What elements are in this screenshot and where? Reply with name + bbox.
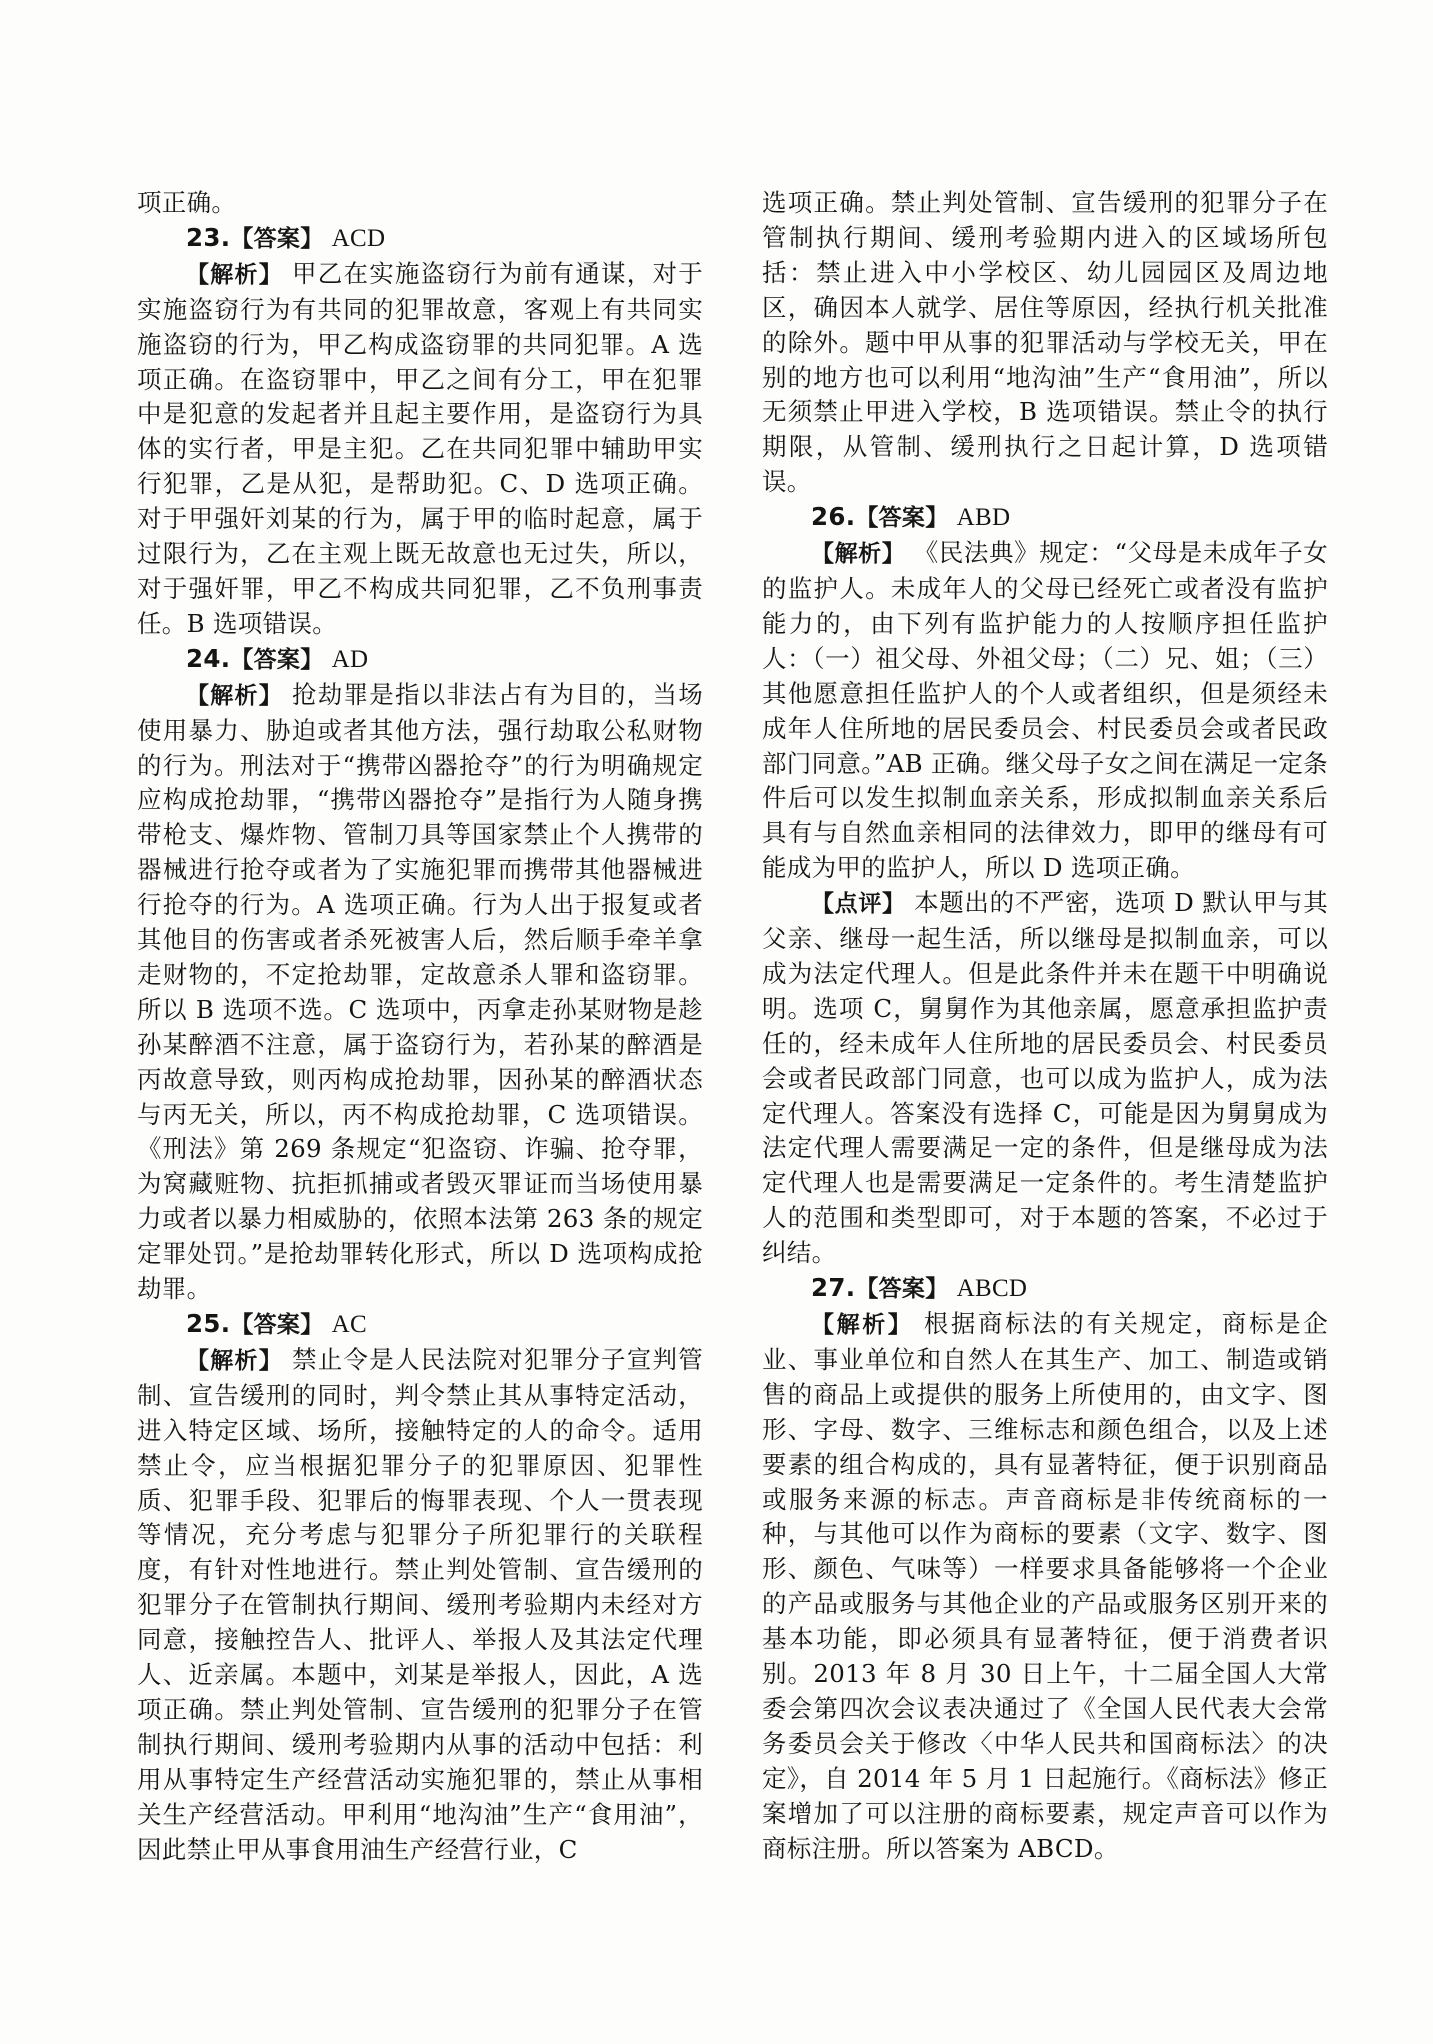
question-number: 26. [811,502,856,532]
paragraph-continuation: 选项正确。禁止判处管制、宣告缓刑的犯罪分子在管制执行期间、缓刑考验期内进入的区域场所包括：禁止进入中小学校区、幼儿园园区及周边地区，确因本人就学、居住等原因，经执行机关批准的除外。题中甲从事的犯罪活动与学校无关，甲在别的地方也可以利用“地沟油”生产“食用油”，所以无须禁止甲进入学校，B 选项错误。禁止令的执行期限，从管制、缓刑执行之日起计算，D 选项错误。 [762,188,1328,497]
question-number: 24. [186,643,231,673]
analysis-25 [137,1343,703,1868]
analysis-text: 抢劫罪是指以非法占有为目的，当场使用暴力、胁迫或者其他方法，强行劫取公私财物的行为。刑法对于“携带凶器抢夺”的行为明确规定应构成抢劫罪，“携带凶器抢夺”是指行为人随身携带枪支、爆炸物、管制刀具等国家禁止个人携带的器械进行抢夺或者为了实施犯罪而携带其他器械进行抢夺的行为。A 选项正确。行为人出于报复或者其他目的伤害或者杀死被害人后，然后顺手牵羊拿走财物的，不定抢劫罪，定故意杀人罪和盗窃罪。所以 B 选项不选。C 选项中，丙拿走孙某财物是趁孙某醉酒不注意，属于盗窃行为，若孙某的醉酒是丙故意导致，则丙构成抢劫罪，因孙某的醉酒状态与丙无关，所以，丙不构成抢劫罪，C 选项错误。《刑法》第 269 条规定“犯盗窃、诈骗、抢夺罪，为窝藏赃物、抗拒抓捕或者毁灭罪证而当场使用暴力或者以暴力相威胁的，依照本法第 263 条的规定定罪处罚。”是抢劫罪转化形式，所以 D 选项构成抢劫罪。 [137,679,703,1304]
answer-value: AD [331,645,369,673]
answer-value: AC [331,1311,367,1338]
analysis-27 [762,1307,1328,1867]
question-number: 23. [186,222,231,252]
analysis-text: 根据商标法的有关规定，商标是企业、事业单位和自然人在其生产、加工、制造或销售的商品上或提供的服务上所使用的，由文字、图形、字母、数字、三维标志和颜色组合，以及上述要素的组合构成的，具有显著特征，便于识别商品或服务来源的标志。声音商标是非传统商标的一种，与其他可以作为商标的要素（文字、数字、图形、颜色、气味等）一样要求具备能够将一个企业的产品或服务与其他企业的产品或服务区别开来的基本功能，即必须具有显著特征，便于消费者识别。2013 年 8 月 30 日上午，十二届全国人大常委会第四次会议表决通过了《全国人民代表大会常务委员会关于修改〈中华人民共和国商标法〉的决定》，自 2014 年 5 月 1 日起施行。《商标法》修正案增加了可以注册的商标要素，规定声音可以作为商标注册。所以答案为 ABCD。 [762,1309,1328,1863]
analysis-tag: 【解析】 [811,1312,914,1338]
answer-tag: 【答案】 [230,225,324,252]
analysis-24 [137,678,703,1307]
analysis-text: 甲乙在实施盗窃行为前有通谋，对于实施盗窃行为有共同的犯罪故意，客观上有共同实施盗窃的行为，甲乙构成盗窃罪的共同犯罪。A 选项正确。在盗窃罪中，甲乙之间有分工，甲在犯罪中是犯意的发起者并且起主要作用，是盗窃行为具体的实行者，甲是主犯。乙在共同犯罪中辅助甲实行犯罪，乙是从犯，是帮助犯。C、D 选项正确。对于甲强奸刘某的行为，属于甲的临时起意，属于过限行为，乙在主观上既无故意也无过失，所以，对于强奸罪，甲乙不构成共同犯罪，乙不负刑事责任。B 选项错误。 [137,258,703,638]
answer-line-27 [762,1271,1328,1307]
right-column [762,186,1328,1867]
question-number: 25. [186,1309,231,1338]
analysis-text: 禁止令是人民法院对犯罪分子宣判管制、宣告缓刑的同时，判令禁止其从事特定活动，进入特定区域、场所，接触特定的人的命令。适用禁止令，应当根据犯罪分子的犯罪原因、犯罪性质、犯罪手段、犯罪后的悔罪表现、个人一贯表现等情况，充分考虑与犯罪分子所犯罪行的关联程度，有针对性地进行。禁止判处管制、宣告缓刑的犯罪分子在管制执行期间、缓刑考验期内未经对方同意，接触控告人、批评人、举报人及其法定代理人、近亲属。本题中，刘某是举报人，因此，A 选项正确。禁止判处管制、宣告缓刑的犯罪分子在管制执行期间、缓刑考验期内从事的活动中包括：利用从事特定生产经营活动实施犯罪的，禁止从事相关生产经营活动。甲利用“地沟油”生产“食用油”，因此禁止甲从事食用油生产经营行业，C [137,1344,703,1864]
question-number: 27. [811,1273,856,1303]
answer-line-26 [762,500,1328,536]
answer-value: ABD [956,504,1011,532]
analysis-tag: 【解析】 [186,682,283,709]
answer-value: ABCD [956,1275,1028,1303]
left-column [137,186,703,1868]
answer-line-25 [137,1307,703,1343]
analysis-tag: 【解析】 [186,261,283,288]
comment-26 [762,886,1328,1271]
paragraph-continuation: 项正确。 [137,188,237,217]
answer-tag: 【答案】 [230,646,324,673]
answer-value: ACD [331,224,386,252]
analysis-text: 《民法典》规定：“父母是未成年子女的监护人。未成年人的父母已经死亡或者没有监护能力的，由下列有监护能力的人按顺序担任监护人：（一）祖父母、外祖父母；（二）兄、姐；（三）其他愿意担任监护人的个人或者组织，但是须经未成年人住所地的居民委员会、村民委员会或者民政部门同意。”AB 正确。继父母子女之间在满足一定条件后可以发生拟制血亲关系，形成拟制血亲关系后具有与自然血亲相同的法律效力，即甲的继母有可能成为甲的监护人，所以 D 选项正确。 [762,538,1329,883]
answer-line-23 [137,221,703,257]
analysis-23 [137,257,703,642]
answer-tag: 【答案】 [855,1276,949,1303]
analysis-tag: 【解析】 [186,1347,283,1374]
analysis-26 [762,536,1328,886]
answer-tag: 【答案】 [230,1312,324,1338]
answer-line-24 [137,642,703,678]
comment-text: 本题出的不严密，选项 D 默认甲与其父亲、继母一起生活，所以继母是拟制血亲，可以成为法定代理人。但是此条件并未在题干中明确说明。选项 C，舅舅作为其他亲属，愿意承担监护责任的，经未成年人住所地的居民委员会、村民委员会或者民政部门同意，也可以成为监护人，成为法定代理人。答案没有选择 C，可能是因为舅舅成为法定代理人需要满足一定的条件，但是继母成为法定代理人也是需要满足一定条件的。考生清楚监护人的范围和类型即可，对于本题的答案，不必过于纠结。 [762,888,1329,1268]
comment-tag: 【点评】 [811,891,906,918]
answer-tag: 【答案】 [855,505,949,532]
analysis-tag: 【解析】 [811,541,906,568]
